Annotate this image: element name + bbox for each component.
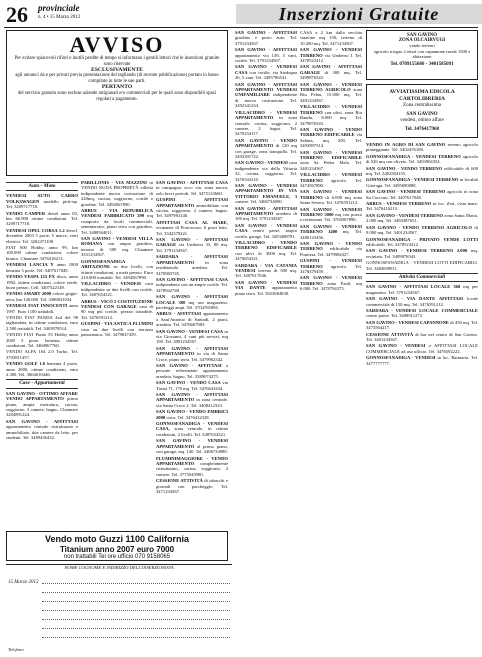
classified-ad: SAN GAVINO - VENDESI TERRENO via Umberto I. Tel. 3478523412. bbox=[300, 47, 362, 64]
classified-ad: VILLACIDRO - VENDESI casa indipendente su due livelli con cortile. Tel. 3407654321. bbox=[81, 281, 153, 298]
classified-ad: ARBUS - VIA REPUBBLICA VENDESI FABBRICATO 290 mq composto da locali commerciali, seminterrato, piano terra con giardino. Tel. 3480564011. bbox=[81, 208, 153, 235]
page-number: 26 bbox=[6, 2, 28, 27]
classified-ad: VENDO FIAT Punto 55 Hobby anno 2005 3 porte, benzina, ottime condizioni. Tel. 3460967760. bbox=[6, 332, 78, 348]
form-line[interactable] bbox=[42, 602, 230, 611]
classified-ad: VENDO ALFA 164 2.0 Turbo, Tel. 3703811457. bbox=[6, 349, 78, 360]
classified-ad: SAN GAVINO - VENDESI VIA DANTE appartamento piano terra. Tel. 3923684838. bbox=[235, 279, 297, 296]
form-date: 15 Marzo 2012 bbox=[8, 580, 39, 585]
classified-ad: SAN GAVINO - VENDESI CASA in via Giovanni, 4 vani più servizi, mq 190. Tel. 3891234567. bbox=[156, 328, 228, 345]
classified-ad: SAN GAVINO - AFFITTASI APPARTAMENTO arredato di 100 mq. Tel. 3791234567. bbox=[235, 205, 297, 222]
classified-ad: SAN GAVINO - VENDESI CASA centro paese, ampio cortile, garage. Tel. 3203488781. bbox=[235, 222, 297, 239]
avviso-text bbox=[10, 56, 224, 102]
classified-ad: CASA a 2 km dalla vecchia stazione mq 150, terreno di 10.200 mq. Tel. 3471234567. bbox=[300, 30, 362, 46]
classified-ad: VILLACIDRO - VENDESI APPARTAMENTO in zona centrale, cucina, soggiorno, 2 camere, 2 bagni. Tel. 3470254117. bbox=[235, 109, 297, 137]
shop-ad-box bbox=[366, 84, 478, 138]
classified-ad: SAN GAVINO - AFFITTASI APPARTAMENTO in zona centrale, via Santa Croce 2. Tel. 3408412323. bbox=[156, 392, 228, 408]
form-line[interactable] bbox=[42, 629, 230, 638]
classified-ad: GUSPINI - VENDESI TERRENO agricolo. Tel. 3478479459. bbox=[300, 258, 362, 275]
classified-ad: CESSIONE ATTIVITÀ di tabacchi e giornali con parcheggio. Tel. 3471234567. bbox=[156, 478, 228, 494]
classified-ad: VILLACIDRO - VENDESI TERRENO con ulivi, zona Riu Bandu, 8.000 mq. Tel. 3479876543. bbox=[300, 104, 362, 126]
classified-ad: SAN GAVINO - VENDESI TERRENO EDIFICABILE zona Sa Pedra Mala. Tel. 3481234567. bbox=[300, 149, 362, 171]
classified-ad: SAN GAVINO - VENDESI TERRENO agricolo in zona Su Cuccuru. Tel. 3407617048. bbox=[366, 189, 478, 200]
classified-ad: VENDO FIAT PANDA 4x4 del 98 tagliandata, in ottime condizioni, euro 2.500 trattabili. Tel. 3403978514. bbox=[6, 314, 78, 331]
classified-ad: ARBUS - AFFITTASI appartamento a Sant'Antonio di Santadi, 2 piani, arredato. Tel. 3476667983. bbox=[156, 311, 228, 328]
ad-list bbox=[366, 142, 478, 271]
issue-date: n. 4 • 15 Marzo 2012 bbox=[38, 15, 81, 20]
shop-ad-line: vendesi, ottimo affare bbox=[400, 118, 444, 123]
classified-ad: GONNOSFANADIGA - VENDESI CASA, zona centrale, in ottime condizioni, 2 livelli. Tel. 3487654321. bbox=[156, 421, 228, 437]
moto-ad-line: Vendo moto Guzzi 1100 California bbox=[44, 534, 190, 544]
classified-ad: SAN GAVINO - VENDESI APPARTAMENTO al primo piano, con garage, mq. 140. Tel. 3406734980. bbox=[156, 438, 228, 455]
classified-ad: GONNOSFANADIGA - PRIVATO VENDE LOTTI edificabili. Tel. 3478523412. bbox=[366, 236, 478, 247]
classified-ad: SAN GAVINO - VENDESI TERRENO AGRICOLO zona Riu Pelau, 15.000 mq. Tel. 3491234567. bbox=[300, 81, 362, 103]
classified-ad: SAN GAVINO - VENDO CASA via Turati 71, 170 mq. Tel. 3476643434. bbox=[156, 380, 228, 391]
classified-ad: ARBUS - VENDESI TERRENO in loc. Zeri, vista mare. Tel. 3476416213. bbox=[366, 201, 478, 212]
land-ad-line: ZONA OLCAIRVUGI bbox=[398, 38, 446, 44]
classified-ad: CESSIONE ATTIVITÀ di bar nel centro di San Gavino. Tel. 3401234567. bbox=[366, 331, 478, 342]
classified-ad: VENDESI AUTO CARRO VOLKSWAGEN modello pick-up. Tel. 3209717718. bbox=[6, 193, 78, 210]
form-lines[interactable] bbox=[42, 575, 230, 638]
classified-ad: VENDO GOLF 1.6 benzina 4 porte, anno 2000, ottime condizioni, euro 2.300. Tel. 3664610446. bbox=[6, 361, 78, 377]
moto-ad-box bbox=[6, 531, 228, 561]
classified-ad: SAN GAVINO - VENDESI TERRENO zona Santa Maria, 2.000 mq. Tel. 3494387651. bbox=[366, 212, 478, 224]
classified-ad: SAN GAVINO - VENDESI CAPANNONE di 450 mq. Tel. 3473564217. bbox=[366, 319, 478, 331]
classified-ad: SAN GAVINO - VENDO TERRENO EDIFICABILE via Sabina, mq 200. Tel. 3403897514. bbox=[300, 126, 362, 149]
form-line[interactable] bbox=[42, 584, 230, 593]
avviso-rule: agli annunci da e per privati previa presentazione del tagliando (di recente pubblicazione) portato in basso compilato in tutte le sue parti. bbox=[15, 73, 219, 85]
moto-ad-line: Titanium anno 2007 euro 7000 bbox=[59, 545, 175, 554]
column-5 bbox=[300, 30, 362, 654]
classified-ad: GONNOSFANADIGA - VENDESI LOTTI EDIFICABILI. Tel. 3404858911. bbox=[366, 260, 478, 271]
column-2 bbox=[81, 180, 153, 528]
avviso-closing: del servizio gratuito sono escluse aziende artigianali e/o commerciali per le quali sono disponibili spazi regolati a pagamento. bbox=[17, 90, 217, 102]
land-ad-phone: Tel. 0709155686 - 3401585091 bbox=[390, 62, 454, 68]
classified-ad: VENDO IN AGRO DI SAN GAVINO terreno agricolo pianeggiante. Tel. 3402476108. bbox=[366, 142, 478, 153]
shop-ad-line: AVVIATISSIMA EDICOLA CARTOLIBRERIA bbox=[389, 89, 455, 102]
category-heading: Case - Appartamenti bbox=[6, 379, 78, 388]
avviso-box bbox=[6, 30, 228, 176]
classified-ad: SAN GAVINO - AFFITTASI LOCALE 360 mq per magazzino. Tel. 3791234567. bbox=[366, 284, 478, 295]
classified-ad: SAN GAVINO - AFFITTASI GARAGE via Umberto 33, 80 mq. Tel. 3791234567. bbox=[156, 237, 228, 253]
classified-ad: SAN GAVINO - AFFITTASI appartamento centrale ristrutturato e ammobiliato, due camere da letto, per studenti. Tel. 3489436432. bbox=[6, 418, 78, 441]
classified-ad: VILLACIDRO - VENDESI TERRENO agricolo. Tel. 3474567890. bbox=[300, 172, 362, 188]
avviso-esclusivamente: ESCLUSIVAMENTE bbox=[91, 66, 143, 73]
classified-ad: SAN GAVINO - AFFITTASI appartamento via 139, 5 vani, cortile. Tel. 3791234567. bbox=[235, 47, 297, 64]
classified-ad: SAN GAVINO - AFFITTASI APPARTAMENTO in via di Santa Croce, piano terra. Tel. 3479962342. bbox=[156, 345, 228, 362]
ad-list bbox=[366, 284, 478, 366]
classified-ad: VILLACIDRO - VENDO TERRENO EDIFICABILE con ulivi di 3000 mq. Tel. 3470654321. bbox=[235, 240, 297, 262]
shop-ad-line: SAN GAVINO bbox=[406, 112, 438, 117]
classified-ad: SAN GAVINO - VENDO EMBRICI 2000 circa. Tel. 3476412328. bbox=[156, 409, 228, 420]
classified-ad: VENDESI FIAT INNOCENTI anno 1997. Euro 1100 trattabili. bbox=[6, 303, 78, 314]
form-line[interactable] bbox=[42, 611, 230, 620]
classified-ad: AFFITTASI CASA AL MARE, vicinanze di Portoscuso, 6 posti letto. Tel. 3342379221. bbox=[156, 219, 228, 236]
land-ad-line: SAN GAVINO bbox=[407, 33, 437, 38]
form-line[interactable] bbox=[42, 575, 230, 584]
classified-ad: GONNOSFANADIGA - VENDESI TERRENO in località Gitoragu. Tel. 3495690088. bbox=[366, 177, 478, 188]
classified-ad: SAN GAVINO - VENDO APPARTAMENTO di 120 mq con garage, zona tranquilla. Tel. 3492391722. bbox=[235, 137, 297, 159]
classified-ad: SAN GAVINO - AFFITTASI LOCALE 380 mq uso magazzino, parcheggi ampi. Tel. 3704765894. bbox=[156, 294, 228, 310]
classified-ad: SAN GAVINO - VENDO TERRENO AGRICOLO di 9.000 mq. Tel. 3401234567. bbox=[366, 224, 478, 236]
column-3 bbox=[156, 180, 228, 528]
classified-ad: GONNOSFANADIGA - ABITAZIONE su due livelli, con ottime condizioni, a metà prezzo. Euro 210.000 trattabili. Tel. 3494567890. bbox=[81, 258, 153, 280]
classified-ad: FLUMINIMAGGIORE - VENDO APPARTAMENTO completamente ristrutturato, cucina, soggiorno, 2 camere. Tel. 3775045980. bbox=[156, 455, 228, 477]
classified-ad: SARDARA - AFFITTASI APPARTAMENTO in zona residenziale, arredato. Tel. 3470983745. bbox=[156, 254, 228, 276]
classified-ad: SAN GAVINO - VENDESI TERRENO 2.000 mq, recintato. Tel. 3409876543. bbox=[366, 248, 478, 259]
classified-ad: SAN GAVINO - AFFITTASI CASA in campagna, ecco via, zona nuova, solo brevi periodi. Tel. 3475123660. bbox=[156, 180, 228, 196]
classified-ad: VENDO SMART 2000 colore grigio-nera, km 140.000. Tel. 3386831034. bbox=[6, 291, 78, 302]
coupon-form bbox=[6, 564, 232, 654]
category-heading: Attività Commerciali bbox=[366, 273, 478, 282]
avviso-title: AVVISO bbox=[69, 32, 165, 57]
column-6 bbox=[366, 142, 478, 654]
classified-ad: SAN GAVINO - AFFITTASI giardino e posto auto. Tel. 3701234567. bbox=[235, 30, 297, 46]
classified-ad: SAN GAVINO - VENDESI TERRENO 5000 mq con pozzo e recinzione. Tel. 3704567890. bbox=[300, 206, 362, 223]
classified-ad: SAN GAVINO - VENDO TERRENO edificabile di 600 mq. Tel. 3402504155. bbox=[366, 165, 478, 177]
classified-ad: SAN GAVINO - VENDESI VILLA ROMANA con ampio giardino, terreno di 500 mq. Chiamare 3331234567. bbox=[81, 236, 153, 258]
classified-ad: SARDARA - VENDESI LOCALE COMMERCIALE centro paese. Tel. 3408911272. bbox=[366, 307, 478, 319]
classified-ad: SAN GAVINO - VENDESI APPARTAMENTO IN VIA VITTORIO EMANUELE, 3 camere. Tel. 3406734000. bbox=[235, 182, 297, 205]
shop-ad-phone: Tel. 3476417968 bbox=[405, 127, 439, 132]
classified-ad: SAN GAVINO - VENDESI casa indipendente via della Vittoria 32, cucina, soggiorno. Tel. 3476543210. bbox=[235, 160, 297, 182]
classified-ad: ARBUS - VICO I COSTITUZIONE VENDESI CON GARAGE casa di 90 mq più cortile, prezzo trattabile. Tel. 3476591212. bbox=[81, 298, 153, 320]
avviso-intro: Per evitare spiacevoli rifiuti e inutili perdite di tempo si informano i gentili lettori che le inserzioni gratuite sono riservate bbox=[14, 56, 220, 67]
classified-ad: SAN GAVINO - VENDESI TERRENO di 6.000 mq zona Santa Severa. Tel. 3476591212. bbox=[300, 189, 362, 206]
classified-ad: VENDO VESPA 125 PX disco, anno 1992, ottime condizioni, colore verde, buon prezzo. Cell. 3407522149. bbox=[6, 274, 78, 290]
classified-ad: VENDESI OPEL CORSA 1.2 diesel, dicembre 2003 5 porte, 5 marce, vetri elettrici. Tel. 3202471108. bbox=[6, 227, 78, 244]
classified-ad: SAN GAVINO - OTTIMO AFFARE VENDO APPARTAMENTO primo piano, ampia metratura, cucina, soggiorno, 3 camere, bagno. Chiamare 3204891224. bbox=[6, 390, 78, 418]
classified-ad: PABILLONIS - VIA MAZZINI in VENDO NUDA PROPRIETÀ villetta indipendente nuova costruzione di 220mq, cucina, soggiorno, cortile e giardino. Tel. 3494567890. bbox=[81, 180, 153, 207]
classified-ad: SAN GAVINO - VENDESI o AFFITTASI LOCALE COMMERCIALE ad uso ufficio. Tel. 3476592222. bbox=[366, 343, 478, 354]
classified-ad: SAN GAVINO - VENDESI TERRENO zona Pauli, mq 6.000. Tel. 3478794375. bbox=[300, 275, 362, 292]
classified-ad: SAN GAVINO - VENDO TERRENO edificabile via Pontiera. Tel. 3479984327. bbox=[300, 241, 362, 257]
ad-list bbox=[6, 391, 78, 441]
classified-ad: SAN GAVINO - VIA DANTE AFFITTASI locale commerciale di 150 mq. Tel. 3476591212. bbox=[366, 296, 478, 307]
ad-list bbox=[81, 180, 153, 337]
classified-ad: SAN GAVINO - AFFITTASI a persone referenziate appartamento arredato, bagno. Tel. 3389074275. bbox=[156, 363, 228, 379]
classified-ad: FIAT 600 Hobby, anno 99, km 100.000 ottime condizioni, colore bianco. Chiamare 3476416213. bbox=[6, 245, 78, 261]
page-header bbox=[4, 2, 478, 28]
classified-ad: GUSPINI - AFFITTASI APPARTAMENTO ammobiliato con cucina, soggiorno, 2 camere, bagno. Tel. 3497981340. bbox=[156, 197, 228, 219]
classified-ad: SAN GAVINO - VENDESI TERRENO 1400 mq. Tel. 3480123456. bbox=[300, 223, 362, 240]
form-line[interactable] bbox=[42, 593, 230, 602]
classified-ad: SAN GAVINO - AFFITTASI CASA indipendente con un ampio cortile. Tel. 3478942748. bbox=[156, 276, 228, 293]
brand-logo: provinciale bbox=[38, 3, 80, 13]
moto-ad-line: non trattabili Tel ore ufficio 070 9158065 bbox=[63, 554, 171, 560]
column-1 bbox=[6, 180, 78, 528]
classified-ad: GONNOSFANADIGA - VENDESI in loc. Baimaria. Tel. 3477777777. bbox=[366, 355, 478, 366]
column-4 bbox=[235, 30, 297, 654]
classified-ad: SAN GAVINO - AFFITTASI GARAGE di 300 mq. Tel. 3499876543. bbox=[300, 64, 362, 81]
form-title: NOME COGNOME E INDIRIZZO DELL'INSERZIONISTA bbox=[64, 565, 174, 570]
classified-ad: SAN GAVINO - AFFITTASI APPARTAMENTO VENDESI UNIFAMILIARE indipendente di nuova costruzione. Tel. 3492341234. bbox=[235, 81, 297, 109]
ad-list bbox=[6, 193, 78, 377]
ad-list bbox=[235, 30, 297, 296]
classified-ad: SAN GAVINO - VENDESI CASA con cortile, via Sardegna 26, 5 vani. Tel. 3495786541. bbox=[235, 64, 297, 81]
classified-ad: GUSPINI - VIA ANTICA FLUMINI casa su due livelli con terrazza panoramica. Tel. 3479847459. bbox=[81, 321, 153, 337]
shop-ad-line: Zona centralissima bbox=[403, 103, 441, 108]
classified-ad: VENDESI LANCIA Y anno 1800 benzina 3 porte. Tel. 3407617049. bbox=[6, 262, 78, 273]
ad-list bbox=[300, 30, 362, 292]
category-heading: Auto - Moto bbox=[6, 182, 78, 191]
classified-ad: GONNOSFANADIGA - VENDESI TERRENO agricolo di 526 mq con oliveto. Tel. 3403904354. bbox=[366, 153, 478, 165]
form-phone-label: Telefono bbox=[8, 647, 24, 652]
section-title: Inserzioni Gratuite bbox=[236, 4, 482, 24]
classified-ad: SARDARA - VIA CATANIA VENDESI terreno di 500 mq. Tel. 3407617046. bbox=[235, 262, 297, 279]
land-ad-box bbox=[366, 30, 478, 80]
ad-list bbox=[156, 180, 228, 494]
classified-ad: VENDO CAMPER diesel anno 03, km 66.900 ottime condizioni. Tel. 3209717718. bbox=[6, 210, 78, 227]
form-line[interactable] bbox=[42, 620, 230, 629]
land-ad-line: agricolo irriguo 2 ettari con capannone rurale 1500 e abitazione bbox=[373, 48, 471, 59]
land-ad-line: vendo terreno bbox=[409, 43, 435, 49]
avviso-pertanto: PERTANTO bbox=[101, 83, 133, 90]
